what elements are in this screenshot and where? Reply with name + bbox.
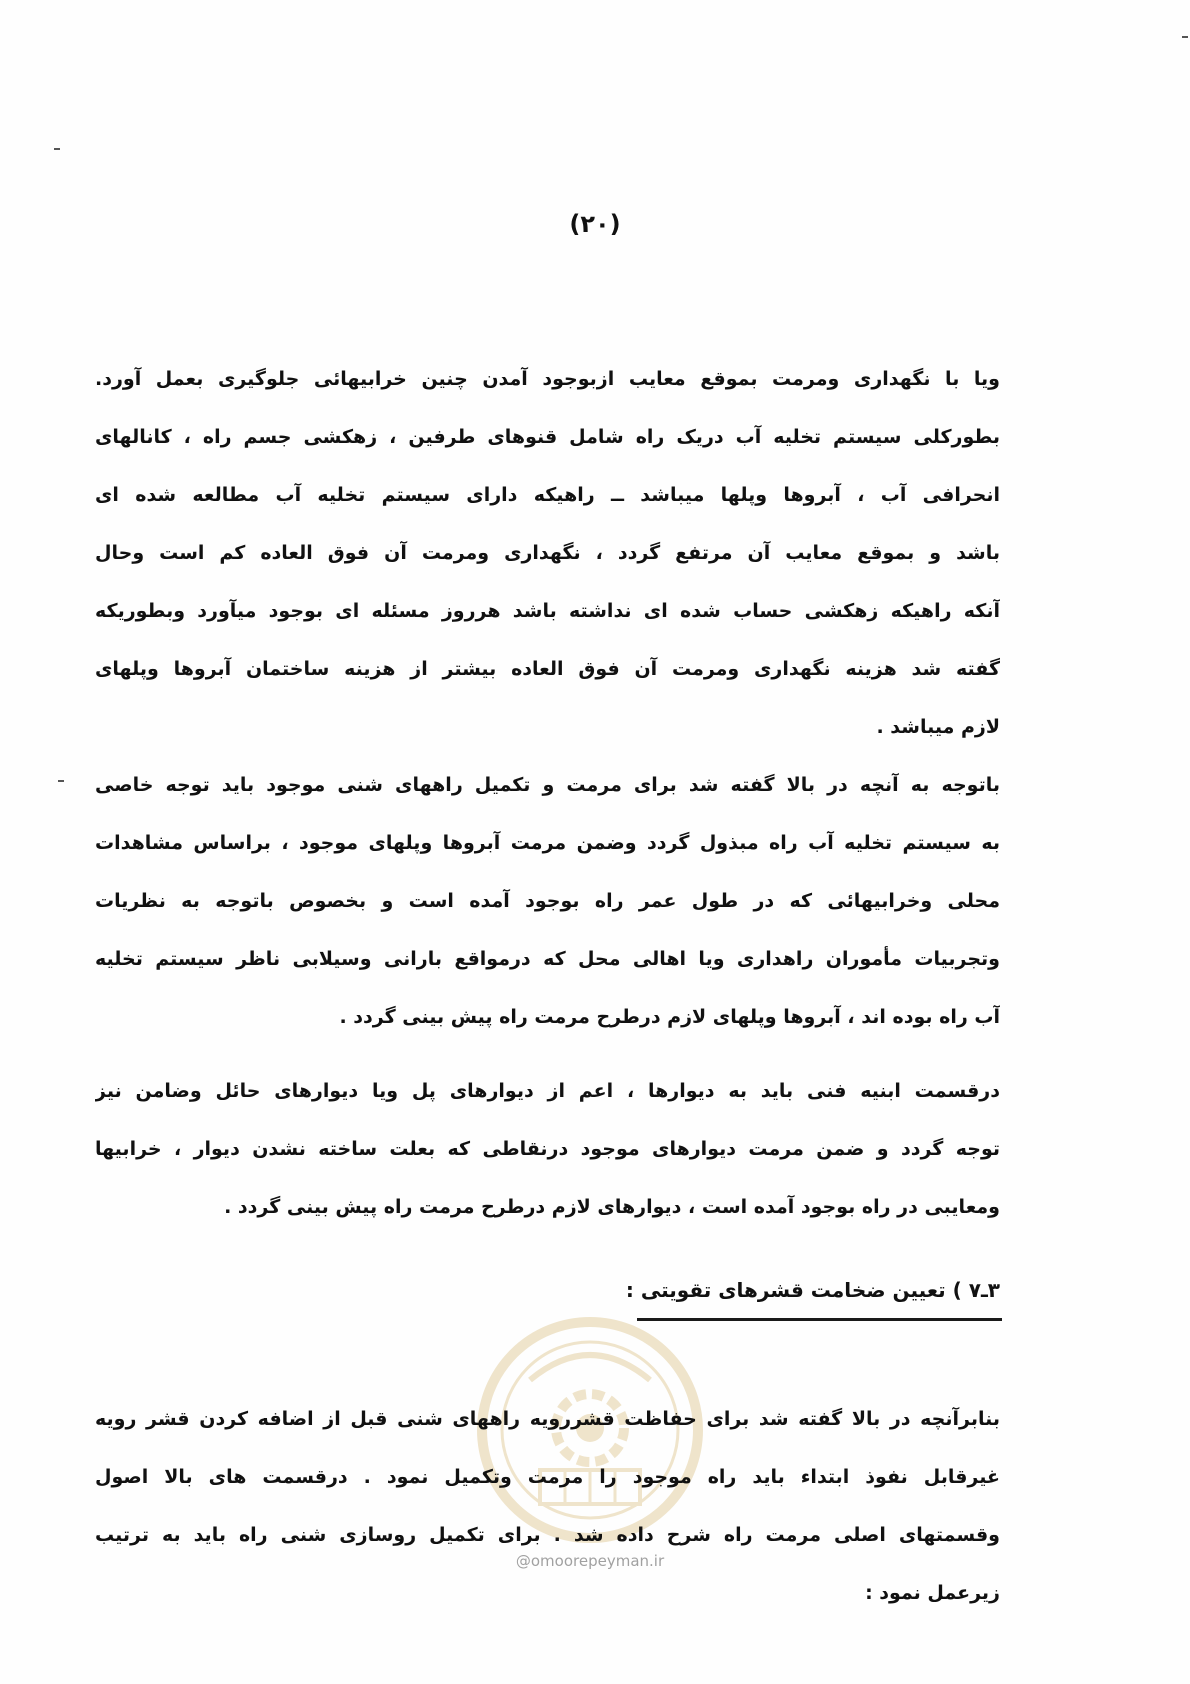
text-line: آنکه راهیکه زهکشی حساب شده ای نداشته باشد هرروز مسئله ای بوجود میآورد وبطوریکه bbox=[95, 600, 1000, 622]
paragraph-walls bbox=[95, 1062, 1000, 1236]
page-number: (٢٠) bbox=[569, 210, 621, 238]
text-line: غیرقابل نفوذ ابتداء باید راه موجود را مرمت وتکمیل نمود . درقسمت های بالا اصول bbox=[95, 1466, 1000, 1488]
paragraph-thickness bbox=[95, 1390, 1000, 1622]
text-line: درقسمت ابنیه فنی باید به دیوارها ، اعم از دیوارهای پل ویا دیوارهای حائل وضامن نیز bbox=[95, 1080, 1000, 1102]
scan-edge-mark bbox=[1182, 36, 1188, 38]
text-line: باشد و بموقع معایب آن مرتفع گردد ، نگهداری ومرمت آن فوق العاده کم است وحال bbox=[95, 542, 1000, 564]
scan-edge-mark bbox=[58, 780, 64, 782]
paragraph-repair-drainage bbox=[95, 756, 1000, 1046]
text-line: لازم میباشد . bbox=[876, 716, 1000, 738]
text-line: بطورکلی سیستم تخلیه آب دریک راه شامل قنوهای طرفین ، زهکشی جسم راه ، کانالهای bbox=[95, 426, 1000, 448]
text-line: ویا با نگهداری ومرمت بموقع معایب ازبوجود آمدن چنین خرابیهائی جلوگیری بعمل آورد. bbox=[95, 368, 1000, 390]
scan-edge-mark bbox=[54, 148, 60, 150]
watermark-text: @omoorepeyman.ir bbox=[515, 1552, 665, 1570]
text-line: زیرعمل نمود : bbox=[865, 1582, 1000, 1604]
text-line: آب راه بوده اند ، آبروها وپلهای لازم درطرح مرمت راه پیش بینی گردد . bbox=[339, 1006, 1000, 1028]
text-line: محلی وخرابیهائی که در طول عمر راه بوجود آمده است و بخصوص باتوجه به نظریات bbox=[95, 890, 1000, 912]
text-line: توجه گردد و ضمن مرمت دیوارهای موجود درنقاطی که بعلت ساخته نشدن دیوار ، خرابیها bbox=[95, 1138, 1000, 1160]
text-line: انحرافی آب ، آبروها وپلها میباشد ــ راهیکه دارای سیستم تخلیه آب مطالعه شده ای bbox=[95, 484, 1000, 506]
text-line: وتجربیات مأموران راهداری ویا اهالی محل که درمواقع بارانی وسیلابی ناظر سیستم تخلیه bbox=[95, 948, 1000, 970]
text-line: بنابرآنچه در بالا گفته شد برای حفاظت قشررویه راههای شنی قبل از اضافه کردن قشر رویه bbox=[95, 1408, 1000, 1430]
text-line: ومعایبی در راه بوجود آمده است ، دیوارهای لازم درطرح مرمت راه پیش بینی گردد . bbox=[224, 1196, 1000, 1218]
text-line: وقسمتهای اصلی مرمت راه شرح داده شد . برای تکمیل روسازی شنی راه باید به ترتیب bbox=[95, 1524, 1000, 1546]
text-line: به سیستم تخلیه آب راه مبذول گردد وضمن مرمت آبروها وپلهای موجود ، براساس مشاهدات bbox=[95, 832, 1000, 854]
text-line: باتوجه به آنچه در بالا گفته شد برای مرمت و تکمیل راههای شنی موجود باید توجه خاصی bbox=[95, 774, 1000, 796]
text-line: گفته شد هزینه نگهداری ومرمت آن فوق العاده بیشتر از هزینه ساختمان آبروها وپلهای bbox=[95, 658, 1000, 680]
section-heading: ٣ـ٧ ) تعیین ضخامت قشرهای تقویتی : bbox=[625, 1278, 1000, 1302]
paragraph-drainage bbox=[95, 350, 1000, 756]
